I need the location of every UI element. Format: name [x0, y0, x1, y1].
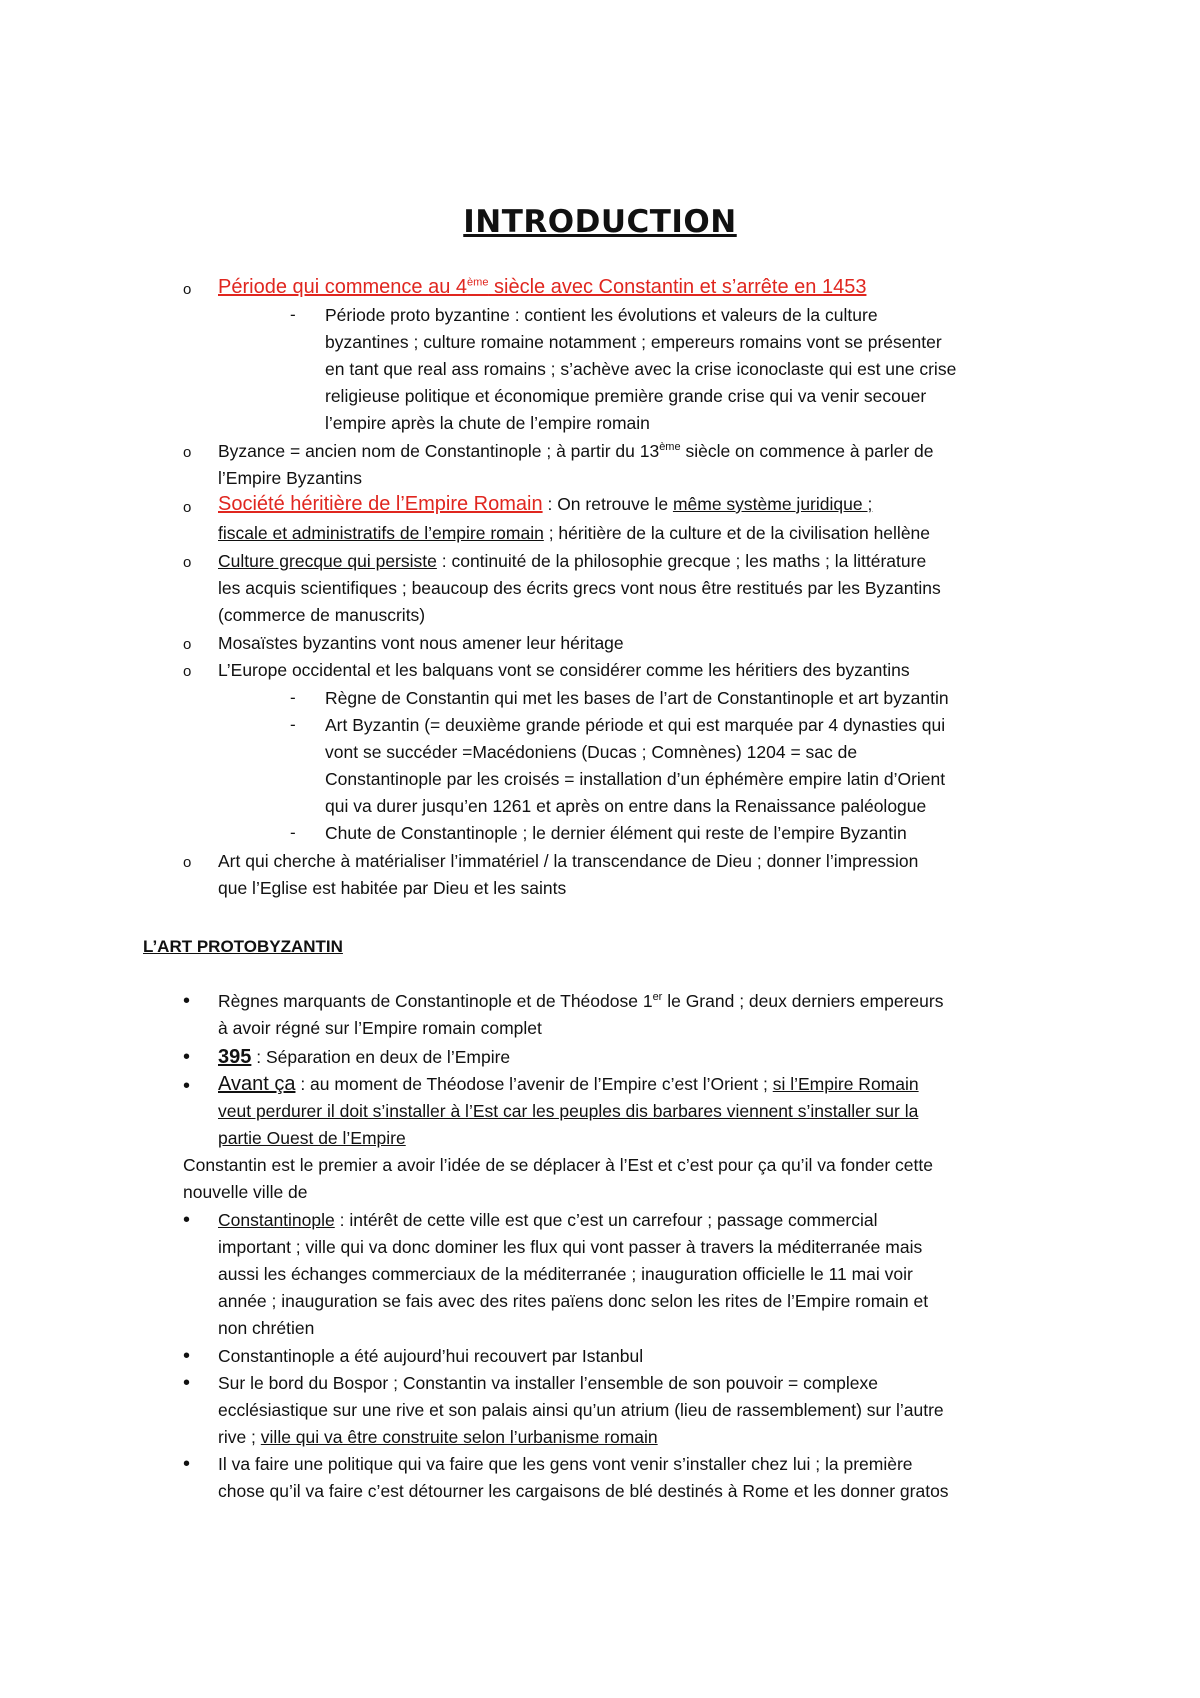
list-item: à avoir régné sur l’Empire romain complet — [218, 1018, 542, 1038]
section-heading: L’ART PROTOBYZANTIN — [143, 937, 343, 956]
list-item: non chrétien — [218, 1318, 315, 1338]
bullet-dot: • — [183, 990, 191, 1012]
list-item: que l’Eglise est habitée par Dieu et les saints — [218, 878, 567, 898]
list-item: Constantinople a été aujourd’hui recouvert par Istanbul — [218, 1346, 644, 1366]
bullet-o: o — [183, 281, 192, 298]
list-item: Avant ça : au moment de Théodose l’avenir de l’Empire c’est l’Orient ; si l’Empire Romain — [218, 1073, 919, 1095]
list-item: Sur le bord du Bospor ; Constantin va installer l’ensemble de son pouvoir = complexe — [218, 1373, 879, 1393]
list-item: byzantines ; culture romaine notamment ; empereurs romains vont se présenter — [325, 332, 942, 352]
bullet-o: o — [183, 444, 192, 461]
list-item: chose qu’il va faire c’est détourner les cargaisons de blé destinés à Rome et les donner gratos — [218, 1481, 949, 1501]
page-title: INTRODUCTION — [463, 204, 737, 240]
bullet-dot: • — [183, 1046, 191, 1068]
bullet-o: o — [183, 499, 192, 516]
list-item: Mosaïstes byzantins vont nous amener leur héritage — [218, 633, 624, 653]
list-item: Règnes marquants de Constantinople et de Théodose 1er le Grand ; deux derniers empereurs — [218, 991, 944, 1011]
bullet-o: o — [183, 636, 192, 653]
list-item: Culture grecque qui persiste : continuité de la philosophie grecque ; les maths ; la littérature — [218, 551, 927, 571]
bullet-o: o — [183, 854, 192, 871]
list-item: qui va durer jusqu’en 1261 et après on entre dans la Renaissance paléologue — [325, 796, 927, 816]
list-item: Chute de Constantinople ; le dernier élément qui reste de l’empire Byzantin — [325, 823, 907, 843]
list-item: Il va faire une politique qui va faire que les gens vont venir s’installer chez lui ; la première — [218, 1454, 913, 1474]
bullet-o: o — [183, 663, 192, 680]
list-item: religieuse politique et économique première grande crise qui va venir secouer — [325, 386, 927, 406]
list-item: Art qui cherche à matérialiser l’immatériel / la transcendance de Dieu ; donner l’impression — [218, 851, 919, 871]
list-item: les acquis scientifiques ; beaucoup des écrits grecs vont nous être restitués par les Byzantins — [218, 578, 941, 598]
bullet-dot: • — [183, 1345, 191, 1367]
bullet-dot: • — [183, 1372, 191, 1394]
bullet-dot: • — [183, 1453, 191, 1475]
list-item: aussi les échanges commerciaux de la méditerranée ; inauguration officielle le 11 mai voir — [218, 1264, 913, 1284]
bullet-dot: • — [183, 1209, 191, 1231]
list-item: ecclésiastique sur une rive et son palais ainsi qu’un atrium (lieu de rassemblement) sur l’autre — [218, 1400, 944, 1420]
dash-bullet: - — [290, 688, 296, 707]
list-item: L’Europe occidental et les balquans vont se considérer comme les héritiers des byzantins — [218, 660, 910, 680]
list-item: l’empire après la chute de l’empire romain — [325, 413, 650, 433]
dash-bullet: - — [290, 823, 296, 842]
paragraph: Constantin est le premier a avoir l’idée de se déplacer à l’Est et c’est pour ça qu’il va fonder cette — [183, 1155, 933, 1175]
list-item: 395 : Séparation en deux de l’Empire — [218, 1046, 511, 1068]
list-item: année ; inauguration se fais avec des rites païens donc selon les rites de l’Empire romain et — [218, 1291, 929, 1311]
list-item: en tant que real ass romains ; s’achève avec la crise iconoclaste qui est une crise — [325, 359, 957, 379]
list-item: Constantinople par les croisés = installation d’un éphémère empire latin d’Orient — [325, 769, 946, 789]
list-item: Constantinople : intérêt de cette ville est que c’est un carrefour ; passage commercial — [218, 1210, 878, 1230]
list-item: Période proto byzantine : contient les évolutions et valeurs de la culture — [325, 305, 878, 325]
list-item: partie Ouest de l’Empire — [218, 1128, 406, 1148]
bullet-dot: • — [183, 1075, 191, 1097]
list-item: Byzance = ancien nom de Constantinople ; à partir du 13ème siècle on commence à parler de — [218, 441, 934, 461]
list-item: l’Empire Byzantins — [218, 468, 362, 488]
list-item: vont se succéder =Macédoniens (Ducas ; Comnènes) 1204 = sac de — [325, 742, 858, 762]
list-item: fiscale et administratifs de l’empire romain ; héritière de la culture et de la civilisation hellène — [218, 523, 931, 543]
list-item: Art Byzantin (= deuxième grande période et qui est marquée par 4 dynasties qui — [325, 715, 946, 735]
list-item: Règne de Constantin qui met les bases de l’art de Constantinople et art byzantin — [325, 688, 949, 708]
list-item: veut perdurer il doit s’installer à l’Est car les peuples dis barbares viennent s’installer sur la — [218, 1101, 919, 1121]
bullet-o: o — [183, 554, 192, 571]
list-item: rive ; ville qui va être construite selon l’urbanisme romain — [218, 1427, 658, 1447]
paragraph: nouvelle ville de — [183, 1182, 308, 1202]
list-item: (commerce de manuscrits) — [218, 605, 426, 625]
list-item: important ; ville qui va donc dominer les flux qui vont passer à travers la méditerranée mais — [218, 1237, 923, 1257]
dash-bullet: - — [290, 715, 296, 734]
list-item: Société héritière de l’Empire Romain : On retrouve le même système juridique ; — [218, 493, 873, 515]
red-heading-periode: Période qui commence au 4ème siècle avec Constantin et s’arrête en 1453 — [218, 276, 867, 298]
dash-bullet: - — [290, 305, 296, 324]
